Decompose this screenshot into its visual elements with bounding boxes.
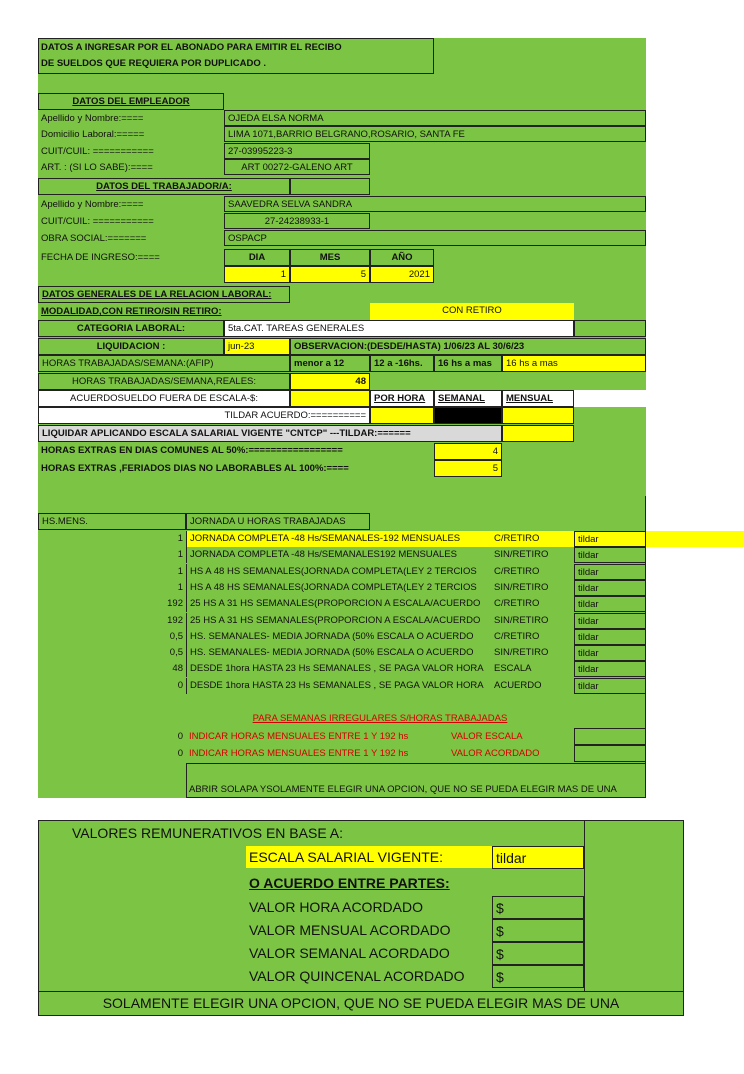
trabajador-title: DATOS DEL TRABAJADOR/A: <box>38 178 290 195</box>
liquidar-escala-field[interactable] <box>502 425 574 442</box>
jornada-row-retiro: ESCALA <box>494 663 532 674</box>
valor-semanal-label: VALOR SEMANAL ACORDADO <box>249 945 450 961</box>
empleador-cuit-field[interactable]: 27-03995223-3 <box>224 143 370 159</box>
valor-mensual-label: VALOR MENSUAL ACORDADO <box>249 922 451 938</box>
relacion-title: DATOS GENERALES DE LA RELACION LABORAL: <box>38 286 290 303</box>
jornada-row-desc: HS A 48 HS SEMANALES(JORNADA COMPLETA(LEY 2 TERCIOS <box>186 580 492 596</box>
empleador-label-art: ART. : (SI LO SABE):==== <box>41 162 153 173</box>
horas-opt-menor-12[interactable]: menor a 12 <box>290 355 370 372</box>
jornada-row-retiro: C/RETIRO <box>494 533 540 544</box>
valores-footer: SOLAMENTE ELEGIR UNA OPCION, QUE NO SE PUEDA ELEGIR MAS DE UNA <box>38 991 684 1016</box>
jornada-row-hours[interactable]: 1 <box>177 549 183 560</box>
extras-50-label: HORAS EXTRAS EN DIAS COMUNES AL 50%:================= <box>41 445 343 456</box>
trabajador-label-obra-social: OBRA SOCIAL:======= <box>41 233 147 244</box>
jornada-row-retiro: SIN/RETIRO <box>494 582 549 593</box>
jornada-row-retiro: SIN/RETIRO <box>494 647 549 658</box>
horas-opt-12-16[interactable]: 12 a -16hs. <box>370 355 434 372</box>
jornada-row-retiro: C/RETIRO <box>494 631 540 642</box>
jornada-row-hours[interactable]: 1 <box>177 533 183 544</box>
ind1-desc: INDICAR HORAS MENSUALES ENTRE 1 Y 192 hs <box>189 731 409 742</box>
jornada-row-tildar[interactable]: tildar <box>574 661 646 677</box>
categoria-field[interactable]: 5ta.CAT. TAREAS GENERALES <box>224 320 574 337</box>
jornada-row-hours[interactable]: 48 <box>172 663 183 674</box>
jornada-row-desc: DESDE 1hora HASTA 23 Hs SEMANALES , SE PAGA VALOR HORA <box>186 661 492 677</box>
horas-afip-selected[interactable]: 16 hs a mas <box>502 355 646 372</box>
horas-opt-16-mas[interactable]: 16 hs a mas <box>434 355 502 372</box>
acuerdo-field[interactable] <box>290 390 370 407</box>
modalidad-label: MODALIDAD,CON RETIRO/SIN RETIRO: <box>41 306 222 317</box>
empleador-title: DATOS DEL EMPLEADOR <box>38 93 224 110</box>
jornada-row-desc: 25 HS A 31 HS SEMANALES(PROPORCION A ESCALA/ACUERDO <box>186 596 492 612</box>
horas-reales-label: HORAS TRABAJADAS/SEMANA,REALES: <box>38 373 290 390</box>
empleador-label-nombre: Apellido y Nombre:==== <box>41 113 144 124</box>
valor-hora-field[interactable]: $ <box>492 896 584 919</box>
valores-title: VALORES REMUNERATIVOS EN BASE A: <box>72 825 343 841</box>
dia-header: DIA <box>224 249 290 266</box>
empleador-label-domicilio: Domicilio Laboral:===== <box>41 129 145 140</box>
semanal-header: SEMANAL <box>434 390 502 407</box>
jornada-footer: ABRIR SOLAPA YSOLAMENTE ELEGIR UNA OPCION, QUE NO SE PUEDA ELEGIR MAS DE UNA <box>189 784 617 795</box>
jornada-row-desc: HS. SEMANALES- MEDIA JORNADA (50% ESCALA O ACUERDO <box>186 629 492 645</box>
irregular-note: PARA SEMANAS IRREGULARES S/HORAS TRABAJADAS <box>252 713 508 724</box>
horas-afip-label: HORAS TRABAJADAS/SEMANA:(AFIP) <box>38 355 290 372</box>
ind1-field[interactable] <box>574 728 646 745</box>
jornada-row-tildar[interactable]: tildar <box>574 547 646 563</box>
jornada-row-tildar[interactable]: tildar <box>574 629 646 645</box>
ind2-field[interactable] <box>574 745 646 762</box>
jornada-row-desc: HS A 48 HS SEMANALES(JORNADA COMPLETA(LEY 2 TERCIOS <box>186 564 492 580</box>
jornada-row-tildar[interactable]: tildar <box>574 580 646 596</box>
mes-header: MES <box>290 249 370 266</box>
extras-100-field[interactable]: 5 <box>434 460 502 477</box>
jornada-row-retiro: ACUERDO <box>494 680 542 691</box>
mes-field[interactable]: 5 <box>290 266 370 283</box>
jornada-row-desc: 25 HS A 31 HS SEMANALES(PROPORCION A ESCALA/ACUERDO <box>186 613 492 629</box>
trabajador-label-cuit: CUIT/CUIL: =========== <box>41 216 154 227</box>
jornada-row-desc: JORNADA COMPLETA -48 Hs/SEMANALES-192 MENSUALES <box>186 531 492 547</box>
jornada-row-retiro: C/RETIRO <box>494 566 540 577</box>
jornada-row-hours[interactable]: 192 <box>167 598 183 609</box>
escala-field[interactable]: tildar <box>492 846 584 869</box>
liquidacion-label: LIQUIDACION : <box>38 338 224 355</box>
jornada-row-tildar[interactable]: tildar <box>574 564 646 580</box>
header-line-1: DATOS A INGRESAR POR EL ABONADO PARA EMITIR EL RECIBO <box>41 42 342 53</box>
trabajador-title-spacer <box>290 178 370 195</box>
modalidad-field[interactable]: CON RETIRO <box>370 303 574 320</box>
ind2-value-label: VALOR ACORDADO <box>451 748 540 759</box>
anio-field[interactable]: 2021 <box>370 266 434 283</box>
ind2-desc: INDICAR HORAS MENSUALES ENTRE 1 Y 192 hs <box>189 748 409 759</box>
liquidar-escala-label: LIQUIDAR APLICANDO ESCALA SALARIAL VIGENTE "CNTCP" ---TILDAR:====== <box>38 425 502 442</box>
jornada-row-desc: DESDE 1hora HASTA 23 Hs SEMANALES , SE PAGA VALOR HORA <box>186 678 492 694</box>
jornada-row-tildar[interactable]: tildar <box>574 531 646 547</box>
tildar-acuerdo-semanal[interactable] <box>434 407 502 424</box>
tildar-acuerdo-label: TILDAR ACUERDO:========== <box>38 407 370 424</box>
jornada-row-tildar[interactable]: tildar <box>574 613 646 629</box>
valor-semanal-field[interactable]: $ <box>492 942 584 965</box>
jornada-row-retiro: SIN/RETIRO <box>494 549 549 560</box>
ind1-number[interactable]: 0 <box>177 731 183 742</box>
jornada-row-retiro: SIN/RETIRO <box>494 615 549 626</box>
jornada-row-desc: HS. SEMANALES- MEDIA JORNADA (50% ESCALA O ACUERDO <box>186 645 492 661</box>
valores-right-col <box>584 820 684 992</box>
jornada-row-tildar[interactable]: tildar <box>574 596 646 612</box>
fecha-ingreso-label: FECHA DE INGRESO:==== <box>41 252 160 263</box>
liquidacion-field[interactable]: jun-23 <box>224 338 290 355</box>
empleador-domicilio-field[interactable]: LIMA 1071,BARRIO BELGRANO,ROSARIO, SANTA FE <box>224 126 646 142</box>
jornada-row-retiro: C/RETIRO <box>494 598 540 609</box>
valor-quincenal-field[interactable]: $ <box>492 965 584 988</box>
trabajador-label-nombre: Apellido y Nombre:==== <box>41 199 144 210</box>
horas-reales-field[interactable]: 48 <box>290 373 370 390</box>
trabajador-nombre-field[interactable]: SAAVEDRA SELVA SANDRA <box>224 196 646 212</box>
extras-50-field[interactable]: 4 <box>434 443 502 460</box>
jornada-row-hours[interactable]: 1 <box>177 566 183 577</box>
jornada-row-hours[interactable]: 1 <box>177 582 183 593</box>
hs-mens-header: HS.MENS. <box>38 513 186 530</box>
mensual-header: MENSUAL <box>502 390 574 407</box>
observacion-field: OBSERVACION:(DESDE/HASTA) 1/06/23 AL 30/6/23 <box>290 338 646 355</box>
empleador-label-cuit: CUIT/CUIL: =========== <box>41 146 154 157</box>
trabajador-obra-social-field[interactable]: OSPACP <box>224 230 646 246</box>
acuerdo-label: ACUERDOSUELDO FUERA DE ESCALA-$: <box>38 390 290 407</box>
por-hora-header: POR HORA <box>370 390 434 407</box>
tildar-acuerdo-por-hora[interactable] <box>370 407 434 424</box>
categoria-label: CATEGORIA LABORAL: <box>38 320 224 337</box>
valor-hora-label: VALOR HORA ACORDADO <box>249 899 424 915</box>
header-line-2: DE SUELDOS QUE REQUIERA POR DUPLICADO . <box>41 58 267 69</box>
anio-header: AÑO <box>370 249 434 266</box>
jornada-row-tildar[interactable]: tildar <box>574 678 646 694</box>
extras-100-label: HORAS EXTRAS ,FERIADOS DIAS NO LABORABLES AL 100%:==== <box>41 463 349 474</box>
jornada-row-desc: JORNADA COMPLETA -48 Hs/SEMANALES192 MENSUALES <box>186 547 492 563</box>
jornada-row-hours[interactable]: 0,5 <box>169 647 183 658</box>
valor-quincenal-label: VALOR QUINCENAL ACORDADO <box>249 968 465 984</box>
dia-field[interactable]: 1 <box>224 266 290 283</box>
jornada-row-hours[interactable]: 0 <box>177 680 183 691</box>
ind2-number[interactable]: 0 <box>177 748 183 759</box>
valor-mensual-field[interactable]: $ <box>492 919 584 942</box>
empleador-art-field[interactable]: ART 00272-GALENO ART <box>224 159 370 175</box>
escala-label: ESCALA SALARIAL VIGENTE: <box>246 846 492 868</box>
trabajador-cuit-field[interactable]: 27-24238933-1 <box>224 213 370 229</box>
jornada-row-tildar[interactable]: tildar <box>574 645 646 661</box>
jornada-header: JORNADA U HORAS TRABAJADAS <box>186 513 370 530</box>
jornada-row-hours[interactable]: 0,5 <box>169 631 183 642</box>
jornada-row-hours[interactable]: 192 <box>167 615 183 626</box>
acuerdo-title: O ACUERDO ENTRE PARTES: <box>249 875 450 891</box>
empleador-nombre-field[interactable]: OJEDA ELSA NORMA <box>224 110 646 126</box>
categoria-extra-cell <box>574 320 646 337</box>
tildar-acuerdo-mensual[interactable] <box>502 407 574 424</box>
ind1-value-label: VALOR ESCALA <box>451 731 523 742</box>
